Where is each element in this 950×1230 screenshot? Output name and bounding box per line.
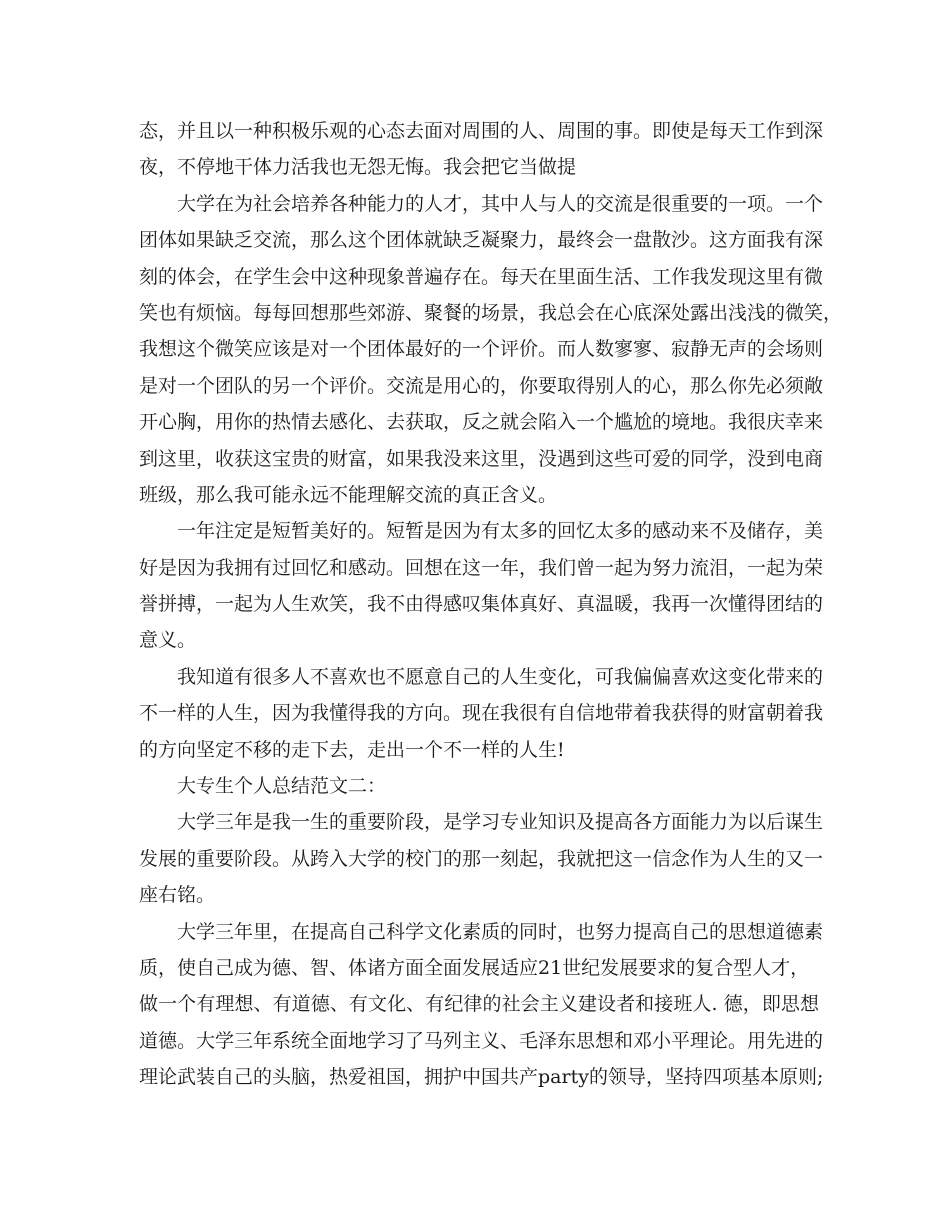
text-line: 大学三年里，在提高自己科学文化素质的同时，也努力提高自己的思想道德素 xyxy=(177,920,824,943)
text-line: 是对一个团队的另一个评价。交流是用心的，你要取得别人的心，那么你先必须敞 xyxy=(139,374,824,397)
text-line: 我想这个微笑应该是对一个团体最好的一个评价。而人数寥寥、寂静无声的会场则 xyxy=(139,338,824,361)
text-line: 班级，那么我可能永远不能理解交流的真正含义。 xyxy=(139,483,558,506)
text-line: 质，使自己成为德、智、体诸方面全面发展适应21世纪发展要求的复合型人才， xyxy=(139,956,810,979)
text-line: 到这里，收获这宝贵的财富，如果我没来这里，没遇到这些可爱的同学，没到电商 xyxy=(139,447,824,470)
text-line: 大专生个人总结范文二： xyxy=(177,775,387,798)
text-line: 理论武装自己的头脑，热爱祖国，拥护中国共产party的领导，坚持四项基本原则; xyxy=(139,1066,824,1089)
text-line: 道德。大学三年系统全面地学习了马列主义、毛泽东思想和邓小平理论。用先进的 xyxy=(139,1029,824,1052)
text-line: 夜，不停地干体力活我也无怨无悔。我会把它当做提 xyxy=(139,156,577,179)
text-line: 我知道有很多人不喜欢也不愿意自己的人生变化，可我偏偏喜欢这变化带来的 xyxy=(177,665,824,688)
text-line: 开心胸，用你的热情去感化、去获取，反之就会陷入一个尴尬的境地。我很庆幸来 xyxy=(139,411,824,434)
text-line: 态，并且以一种积极乐观的心态去面对周围的人、周围的事。即使是每天工作到深 xyxy=(139,120,824,142)
document-body xyxy=(139,113,843,1096)
text-line: 刻的体会，在学生会中这种现象普遍存在。每天在里面生活、工作我发现这里有微 xyxy=(139,265,824,288)
text-line: 笑也有烦恼。每每回想那些郊游、聚餐的场景，我总会在心底深处露出浅浅的微笑， xyxy=(139,301,843,324)
text-line: 一年注定是短暂美好的。短暂是因为有太多的回忆太多的感动来不及储存，美 xyxy=(177,520,824,543)
text-line: 意义。 xyxy=(139,629,197,652)
text-line: 大学在为社会培养各种能力的人才，其中人与人的交流是很重要的一项。一个 xyxy=(177,192,824,215)
text-line: 团体如果缺乏交流，那么这个团体就缺乏凝聚力，最终会一盘散沙。这方面我有深 xyxy=(139,229,824,252)
text-line: 好是因为我拥有过回忆和感动。回想在这一年，我们曾一起为努力流泪，一起为荣 xyxy=(139,556,824,579)
text-line: 发展的重要阶段。从跨入大学的校门的那一刻起，我就把这一信念作为人生的又一 xyxy=(139,847,824,870)
text-line: 大学三年是我一生的重要阶段，是学习专业知识及提高各方面能力为以后谋生 xyxy=(177,811,824,834)
text-line: 誉拼搏，一起为人生欢笑，我不由得感叹集体真好、真温暖，我再一次懂得团结的 xyxy=(139,593,824,616)
text-line: 的方向坚定不移的走下去，走出一个不一样的人生! xyxy=(139,738,565,761)
text-line: 座右铭。 xyxy=(139,884,216,907)
text-line: 不一样的人生，因为我懂得我的方向。现在我很有自信地带着我获得的财富朝着我 xyxy=(139,702,824,725)
text-line: 做一个有理想、有道德、有文化、有纪律的社会主义建设者和接班人. 德，即思想 xyxy=(139,993,819,1016)
